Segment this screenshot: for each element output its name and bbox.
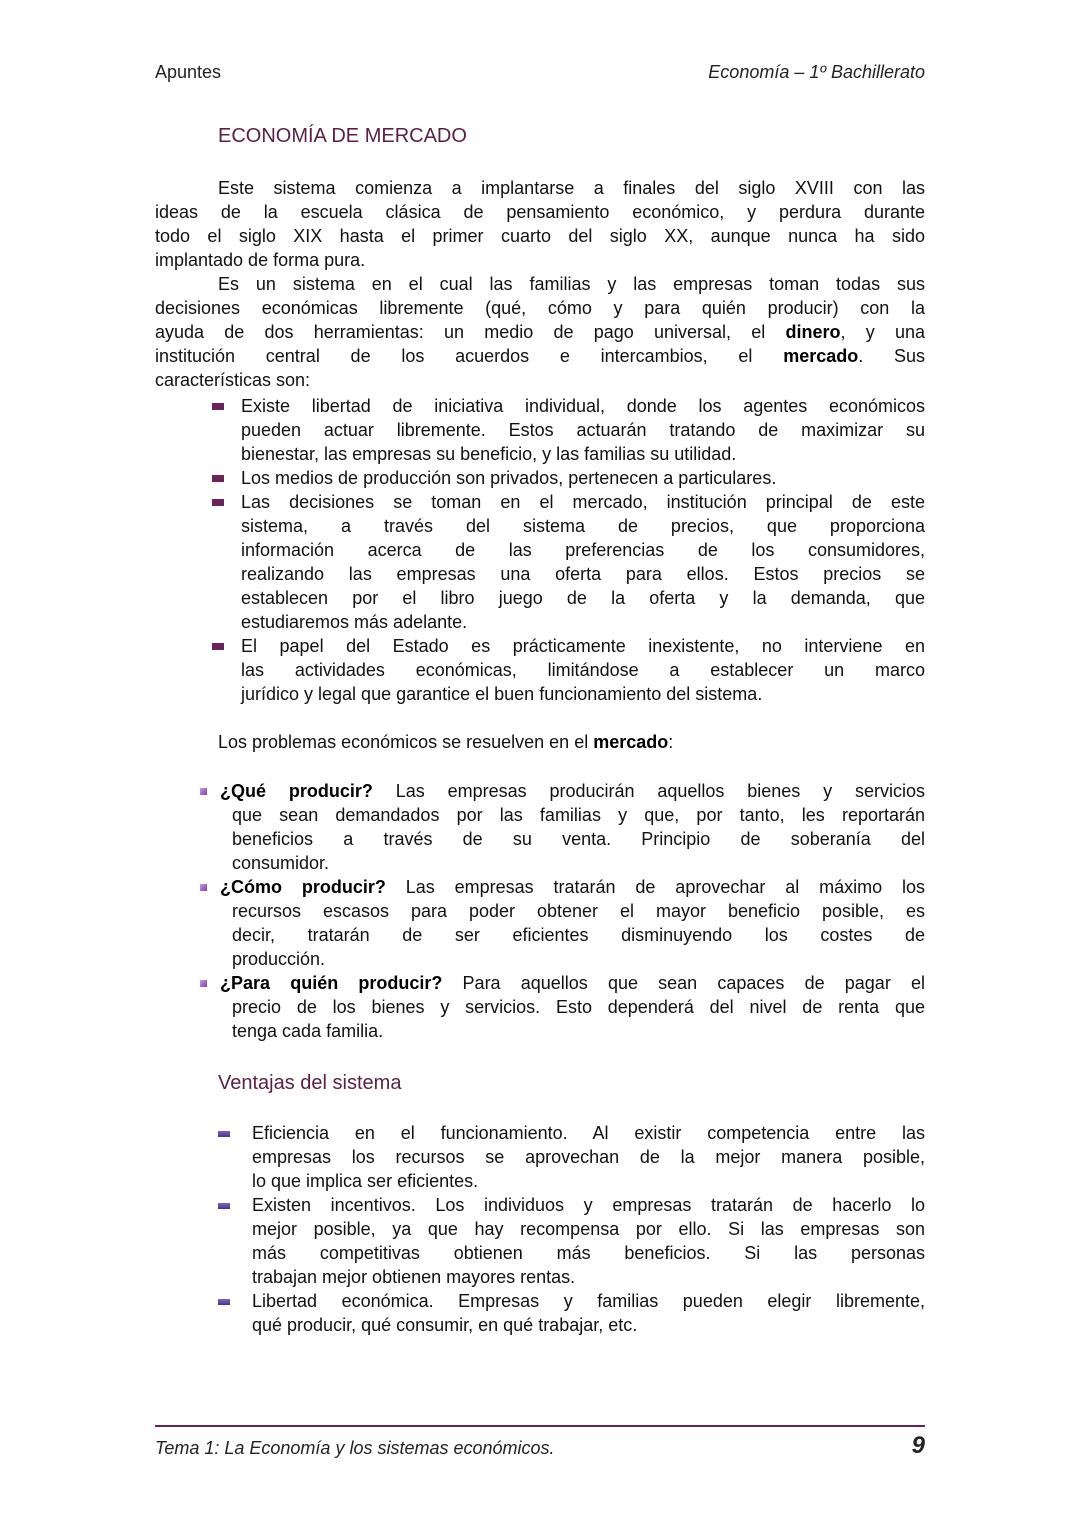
bullet-icon	[200, 884, 207, 891]
text-line: sistema, a través del sistema de precios, que proporciona	[241, 516, 925, 536]
text-line: realizando las empresas una oferta para ellos. Estos precios se	[241, 564, 925, 584]
bullet-icon	[212, 643, 224, 650]
list-item	[155, 1289, 925, 1337]
bullet-icon	[212, 475, 224, 482]
list-item	[155, 1193, 925, 1289]
text-line: Este sistema comienza a implantarse a finales del siglo XVIII con las	[218, 178, 925, 198]
text-line: beneficios a través de su venta. Principio de soberanía del	[232, 829, 925, 849]
text-line: bienestar, las empresas su beneficio, y las familias su utilidad.	[241, 444, 737, 464]
text-line: Existe libertad de iniciativa individual, donde los agentes económicos	[241, 396, 925, 416]
text-line: empresas los recursos se aprovechan de la mejor manera posible,	[252, 1147, 925, 1167]
list-item	[155, 394, 925, 466]
text-line: características son:	[155, 370, 311, 390]
advantages-list	[155, 1121, 925, 1337]
bullet-icon	[200, 980, 207, 987]
text-line: consumidor.	[232, 853, 330, 873]
text-line: jurídico y legal que garantice el buen funcionamiento del sistema.	[241, 684, 763, 704]
text-line: más competitivas obtienen más beneficios. Si las personas	[252, 1243, 925, 1263]
advantages-heading: Ventajas del sistema	[218, 1072, 402, 1094]
bold-term: mercado	[783, 346, 859, 366]
text-line: ¿Para quién producir? Para aquellos que sean capaces de pagar el	[220, 973, 925, 993]
text-line: ideas de la escuela clásica de pensamiento económico, y perdura durante	[155, 202, 925, 222]
intro-paragraphs	[155, 176, 925, 392]
text-line: decisiones económicas libremente (qué, cómo y para quién producir) con la	[155, 298, 925, 318]
text-line: Libertad económica. Empresas y familias pueden elegir libremente,	[252, 1291, 925, 1311]
text-line: lo que implica ser eficientes.	[252, 1171, 479, 1191]
list-item	[155, 466, 925, 490]
characteristics-list	[155, 394, 925, 706]
bold-term: dinero	[785, 322, 841, 342]
text-line: establecen por el libro juego de la oferta y la demanda, que	[241, 588, 925, 608]
bold-term: mercado	[593, 732, 669, 752]
paragraph	[155, 176, 925, 272]
text-line: recursos escasos para poder obtener el mayor beneficio posible, es	[232, 901, 925, 921]
text-line: todo el siglo XIX hasta el primer cuarto del siglo XX, aunque nunca ha sido	[155, 226, 925, 246]
text-line: ayuda de dos herramientas: un medio de pago universal, el dinero, y una	[155, 322, 925, 342]
list-item	[155, 779, 925, 875]
text-line: que sean demandados por las familias y que, por tanto, les reportarán	[232, 805, 925, 825]
bullet-icon	[212, 499, 224, 506]
paragraph	[155, 272, 925, 392]
list-item	[155, 971, 925, 1043]
problems-list	[155, 779, 925, 1043]
text-line: ¿Cómo producir? Las empresas tratarán de aprovechar al máximo los	[220, 877, 925, 897]
text-line: Existen incentivos. Los individuos y empresas tratarán de hacerlo lo	[252, 1195, 925, 1215]
list-item	[155, 1121, 925, 1193]
text-line: Es un sistema en el cual las familias y las empresas toman todas sus	[218, 274, 925, 294]
list-item	[155, 875, 925, 971]
text-line: Las decisiones se toman en el mercado, institución principal de este	[241, 492, 925, 512]
section-title: ECONOMÍA DE MERCADO	[218, 125, 467, 147]
bullet-icon	[218, 1299, 230, 1305]
text-line: pueden actuar libremente. Estos actuarán tratando de maximizar su	[241, 420, 925, 440]
problems-intro	[218, 730, 925, 754]
text-line: decir, tratarán de ser eficientes disminuyendo los costes de	[232, 925, 925, 945]
text-line: El papel del Estado es prácticamente inexistente, no interviene en	[241, 636, 925, 656]
text-line: institución central de los acuerdos e intercambios, el mercado. Sus	[155, 346, 925, 366]
text-line: ¿Qué producir? Las empresas producirán aquellos bienes y servicios	[220, 781, 926, 801]
text-line: precio de los bienes y servicios. Esto dependerá del nivel de renta que	[232, 997, 925, 1017]
list-item	[155, 634, 925, 706]
text-line: qué producir, qué consumir, en qué trabajar, etc.	[252, 1315, 638, 1335]
text-line: Eficiencia en el funcionamiento. Al existir competencia entre las	[252, 1123, 925, 1143]
bold-term: ¿Qué producir?	[220, 781, 373, 801]
text-line: mejor posible, ya que hay recompensa por ello. Si las empresas son	[252, 1219, 925, 1239]
bullet-icon	[218, 1131, 230, 1137]
bullet-icon	[212, 403, 224, 410]
text-line: las actividades económicas, limitándose a establecer un marco	[241, 660, 925, 680]
text-line: Los medios de producción son privados, pertenecen a particulares.	[241, 468, 777, 488]
text-line: Los problemas económicos se resuelven en el mercado:	[218, 732, 674, 752]
text-line: producción.	[232, 949, 326, 969]
bold-term: ¿Cómo producir?	[220, 877, 386, 897]
header-left: Apuntes	[155, 62, 222, 82]
list-item	[155, 490, 925, 634]
text-line: información acerca de las preferencias de los consumidores,	[241, 540, 925, 560]
text-line: estudiaremos más adelante.	[241, 612, 468, 632]
footer-divider	[155, 1425, 925, 1427]
text-line: trabajan mejor obtienen mayores rentas.	[252, 1267, 576, 1287]
text-line: implantado de forma pura.	[155, 250, 366, 270]
bold-term: ¿Para quién producir?	[220, 973, 443, 993]
bullet-icon	[200, 788, 207, 795]
page-number: 9	[911, 1432, 925, 1459]
text-line: tenga cada familia.	[232, 1021, 384, 1041]
bullet-icon	[218, 1203, 230, 1209]
header-right: Economía – 1º Bachillerato	[708, 62, 925, 82]
footer-chapter: Tema 1: La Economía y los sistemas económicos.	[155, 1438, 555, 1458]
